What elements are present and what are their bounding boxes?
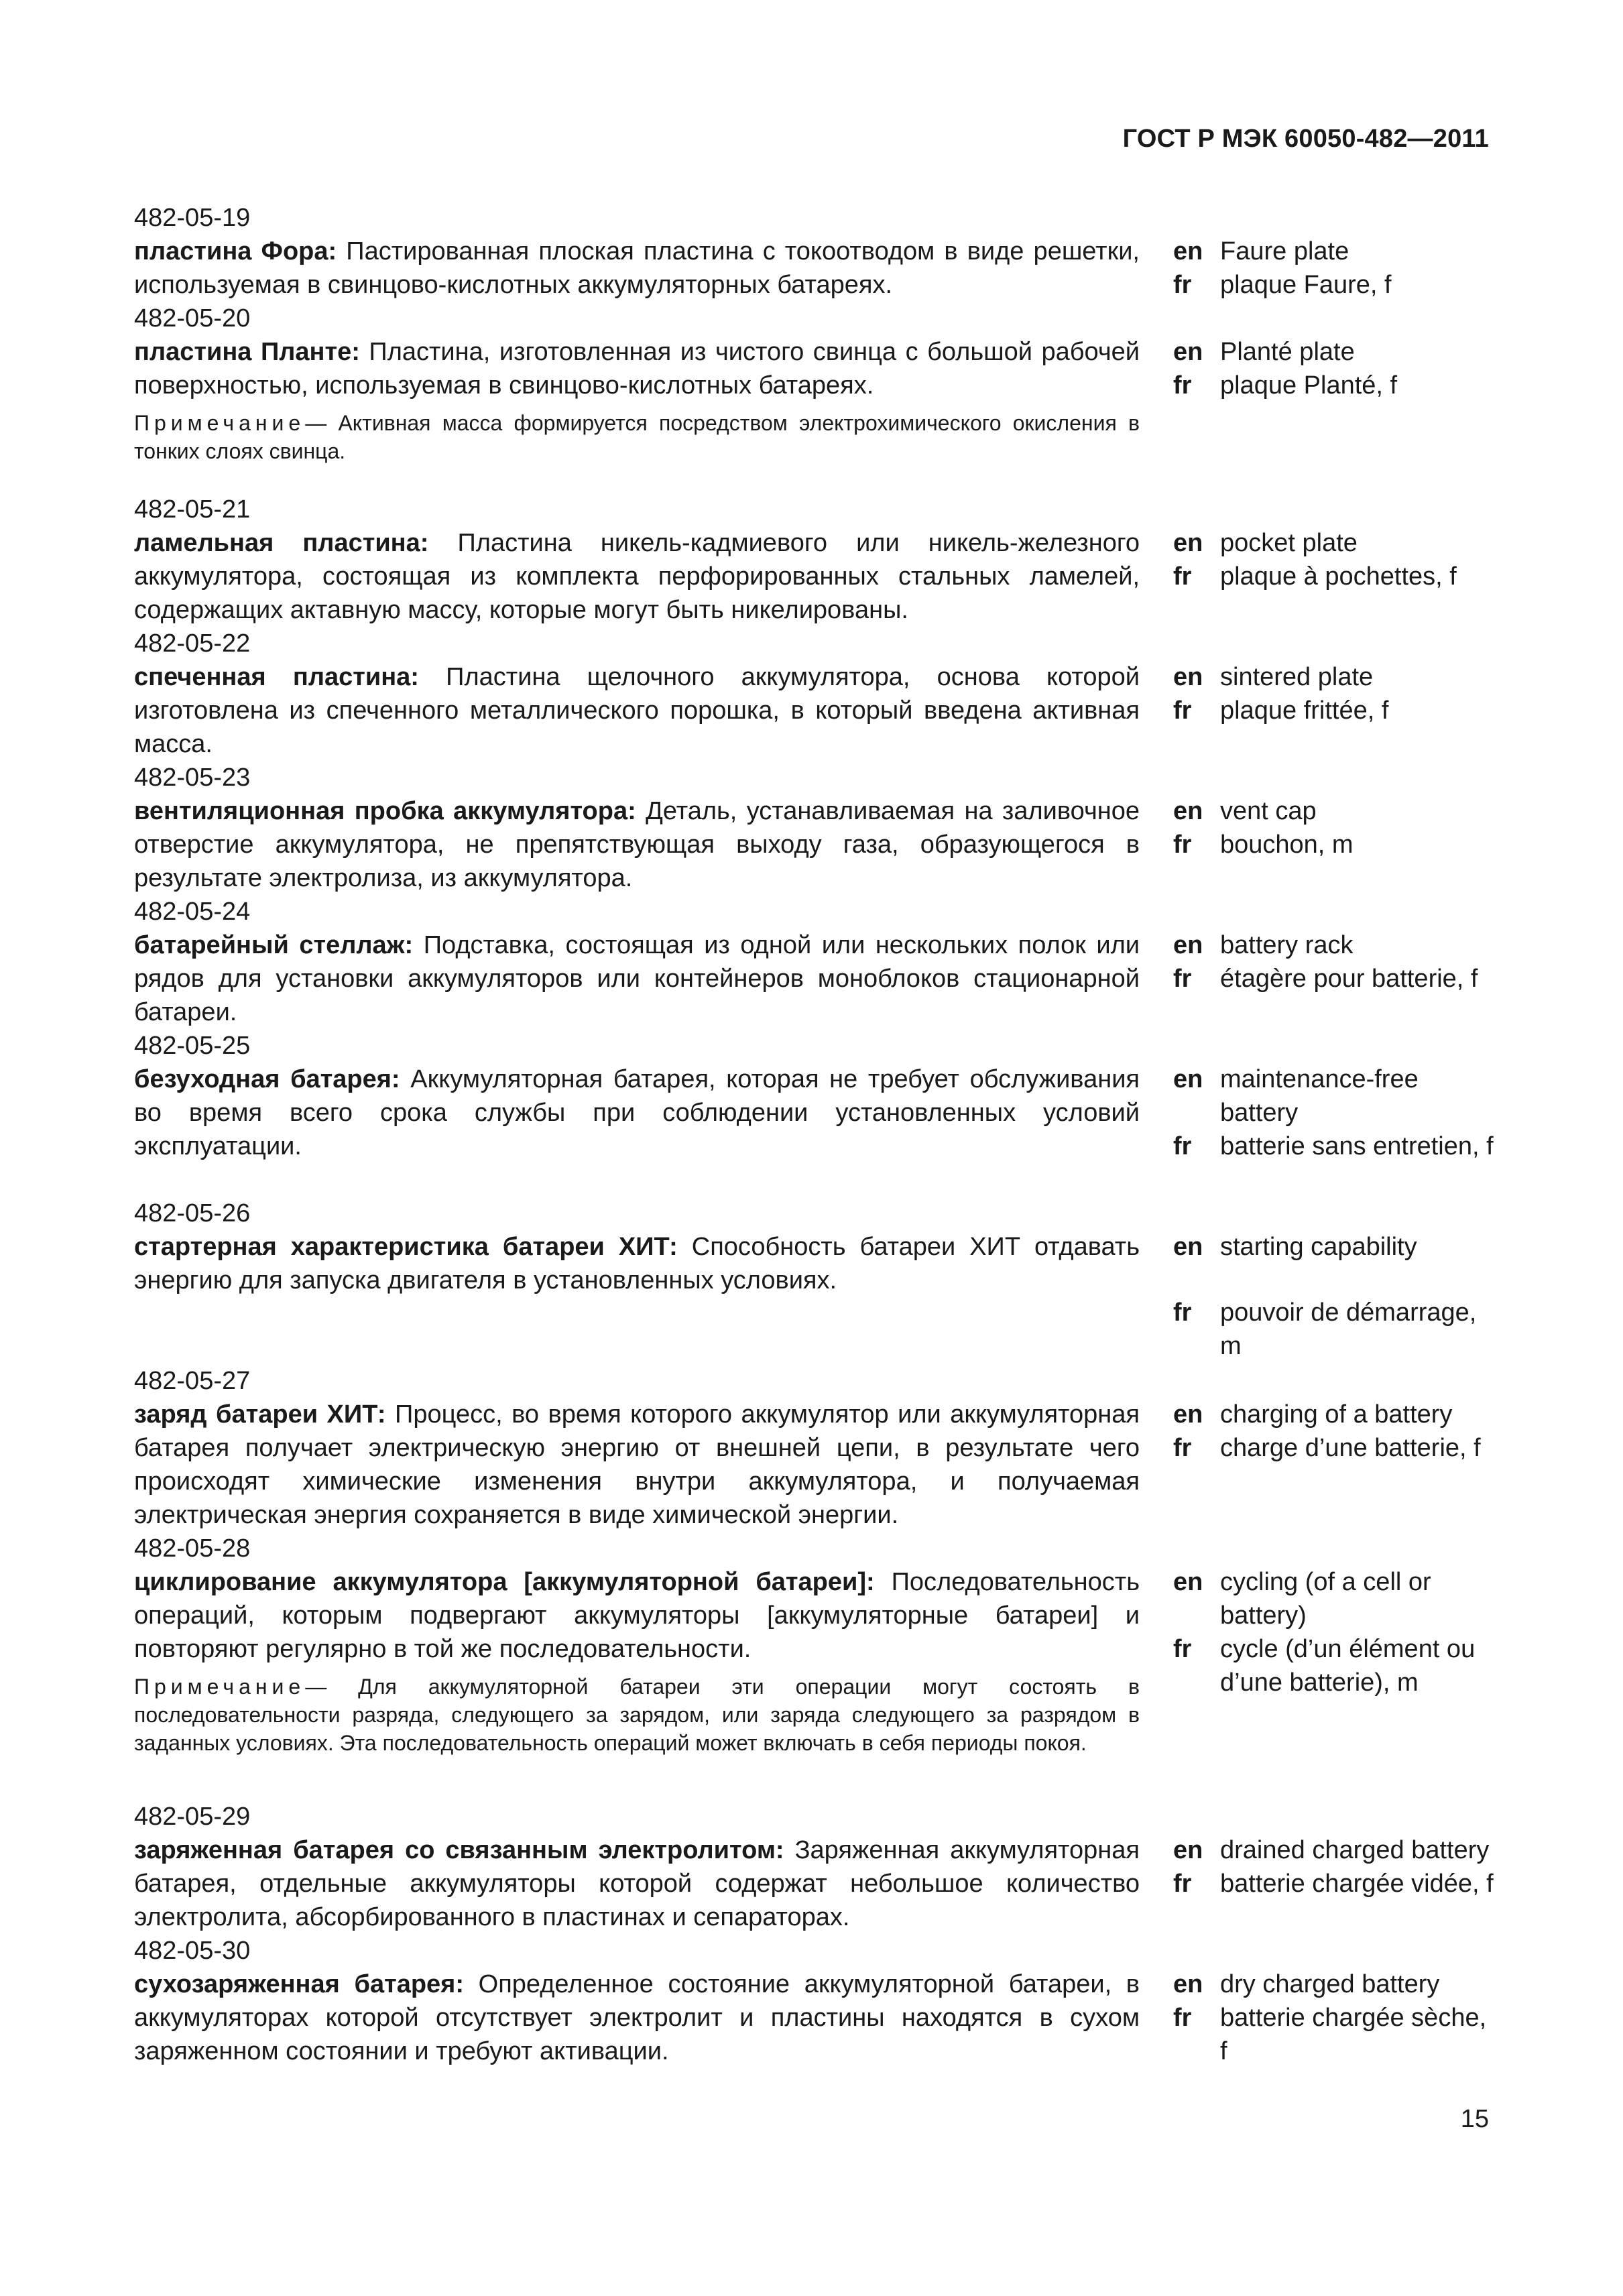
english-equivalent [1173,526,1495,560]
english-equivalent [1173,660,1495,694]
lang-label-fr: fr [1173,831,1192,859]
lang-label-en: en [1173,1400,1203,1429]
term-name: спеченная пластина: [134,663,419,691]
lang-label-fr: fr [1173,562,1192,591]
english-equivalent [1173,1968,1495,2001]
russian-definition [134,895,1140,1029]
french-term: plaque Planté, f [1220,371,1398,400]
note [134,1673,1140,1757]
english-equivalent [1173,1063,1495,1130]
english-term: pocket plate [1220,529,1358,557]
lang-label-en: en [1173,1065,1203,1093]
russian-definition [134,493,1140,627]
definition-text [134,1968,1140,2068]
english-term: vent cap [1220,797,1317,825]
lang-label-fr: fr [1173,1635,1192,1663]
english-term: battery rack [1220,931,1354,959]
russian-definition [134,302,1140,465]
equivalents [1173,1398,1495,1465]
equivalents [1173,660,1495,727]
english-term: starting capability [1220,1233,1417,1261]
term-name: циклирование аккумулятора [аккумуляторной батареи]: [134,1568,875,1596]
definition-text [134,928,1140,1029]
term-code: 482-05-23 [134,764,251,792]
term-name: пластина Планте: [134,338,360,366]
french-equivalent [1173,1632,1495,1699]
lang-label-en: en [1173,237,1203,265]
lang-label-fr: fr [1173,1870,1192,1898]
definition-text [134,1833,1140,1934]
russian-definition [134,1532,1140,1757]
equivalents [1173,1063,1495,1163]
equivalents [1173,1230,1495,1363]
definition-body: Пастированная плоская пластина с токоотводом в виде решетки, используемая в свинцово-кислотных аккумуляторных батареях. [134,237,1140,299]
definition-body: Пластина никель-кадмиевого или никель-железного аккумулятора, состоящая из комплекта перфорированных стальных ламелей, содержащих актавную массу, которые могут быть никелированы. [134,529,1140,624]
russian-definition [134,1800,1140,1934]
french-term: batterie chargée vidée, f [1220,1870,1494,1898]
lang-label-en: en [1173,931,1203,959]
definition-text [134,526,1140,627]
lang-label-fr: fr [1173,965,1192,993]
equivalents [1173,1968,1495,2068]
lang-label-fr: fr [1173,2004,1192,2032]
term-name: сухозаряженная батарея: [134,1970,464,1998]
equivalents [1173,928,1495,995]
note [134,409,1140,465]
english-term: Planté plate [1220,338,1355,366]
english-equivalent [1173,1398,1495,1431]
note-label: Примечание [134,411,306,435]
french-equivalent [1173,694,1495,727]
equivalents [1173,794,1495,861]
definition-body: Пластина щелочного аккумулятора, основа которой изготовлена из спеченного металлического порошка, в который введена активная масса. [134,663,1140,758]
lang-label-en: en [1173,1233,1203,1261]
definition-body: Способность батареи ХИТ отдавать энергию для запуска двигателя в установленных условиях. [134,1233,1140,1294]
term-code: 482-05-20 [134,304,251,333]
lang-label-fr: fr [1173,697,1192,725]
term-code: 482-05-19 [134,204,251,232]
french-equivalent [1173,962,1495,995]
definition-text [134,660,1140,761]
french-equivalent [1173,828,1495,861]
lang-label-fr: fr [1173,271,1192,299]
english-equivalent [1173,1833,1495,1867]
term-code: 482-05-26 [134,1199,251,1227]
definition-body: Определенное состояние аккумуляторной батареи, в аккумуляторах которой отсутствует электролит и пластины находятся в сухом заряженном состоянии и требуют активации. [134,1970,1140,2065]
lang-label-fr: fr [1173,1434,1192,1462]
french-term: batterie chargée sèche, f [1220,2004,1487,2065]
equivalents [1173,526,1495,593]
term-code: 482-05-28 [134,1534,251,1563]
english-term: Faure plate [1220,237,1349,265]
definition-body: Заряженная аккумуляторная батарея, отдельные аккумуляторы которой содержат небольшое количество электролита, абсорбированного в пластинах и сепараторах. [134,1836,1140,1931]
lang-label-fr: fr [1173,371,1192,400]
definition-body: Последовательность операций, которым подвергают аккумуляторы [аккумуляторные батареи] и повторяют регулярно в той же последовательности. [134,1568,1140,1663]
french-equivalent [1173,369,1495,402]
english-equivalent [1173,335,1495,369]
russian-definition [134,1364,1140,1532]
equivalents [1173,1565,1495,1699]
note-text: — Для аккумуляторной батареи эти операции могут состоять в последовательности разряда, следующего за зарядом, или заряда следующего за разрядом в заданных условиях. Эта последовательность операций может включать в себя периоды покоя. [134,1675,1140,1755]
definition-text [134,1230,1140,1297]
definition-text [134,335,1140,402]
english-equivalent [1173,928,1495,962]
term-code: 482-05-21 [134,495,251,524]
french-equivalent [1173,2001,1495,2068]
definition-text [134,1063,1140,1163]
english-term: cycling (of a cell or battery) [1220,1568,1431,1630]
equivalents [1173,335,1495,402]
definition-text [134,1565,1140,1666]
french-term: charge d’une batterie, f [1220,1434,1481,1462]
lang-label-fr: fr [1173,1132,1192,1160]
term-code: 482-05-30 [134,1937,251,1965]
french-term: plaque Faure, f [1220,271,1392,299]
french-term: cycle (d’un élément ou d’une batterie), m [1220,1635,1476,1697]
russian-definition [134,627,1140,761]
lang-label-en: en [1173,338,1203,366]
french-term: pouvoir de démarrage, m [1220,1298,1477,1360]
french-equivalent [1173,1867,1495,1900]
french-term: plaque frittée, f [1220,697,1389,725]
english-equivalent [1173,794,1495,828]
english-term: dry charged battery [1220,1970,1440,1998]
definition-text [134,1398,1140,1532]
definition-body: Аккумуляторная батарея, которая не требует обслуживания во время всего срока службы при соблюдении установленных условий эксплуатации. [134,1065,1140,1160]
lang-label-en: en [1173,797,1203,825]
french-term: plaque à pochettes, f [1220,562,1457,591]
french-term: bouchon, m [1220,831,1354,859]
russian-definition [134,1029,1140,1163]
french-equivalent [1173,560,1495,593]
russian-definition [134,1197,1140,1297]
lang-label-en: en [1173,663,1203,691]
note-label: Примечание [134,1675,306,1699]
term-code: 482-05-27 [134,1367,251,1395]
term-code: 482-05-25 [134,1032,251,1060]
equivalents [1173,1833,1495,1900]
term-name: заряженная батарея со связанным электролитом: [134,1836,784,1864]
page-number: 15 [1460,2105,1489,2133]
russian-definition [134,1934,1140,2068]
definition-text [134,794,1140,895]
lang-label-en: en [1173,1970,1203,1998]
french-term: batterie sans entretien, f [1220,1132,1494,1160]
equivalents [1173,235,1495,302]
english-term: sintered plate [1220,663,1374,691]
lang-label-en: en [1173,1836,1203,1864]
definition-body: Пластина, изготовленная из чистого свинца с большой рабочей поверхностью, используемая в свинцово-кислотных батареях. [134,338,1140,400]
term-name: батарейный стеллаж: [134,931,414,959]
russian-definition [134,201,1140,302]
standard-header: ГОСТ Р МЭК 60050-482—2011 [1122,125,1489,153]
russian-definition [134,761,1140,895]
lang-label-fr: fr [1173,1298,1192,1327]
french-equivalent [1173,1130,1495,1163]
term-name: пластина Фора: [134,237,337,265]
english-term: drained charged battery [1220,1836,1490,1864]
lang-label-en: en [1173,529,1203,557]
term-name: заряд батареи ХИТ: [134,1400,386,1429]
definition-body: Деталь, устанавливаемая на заливочное отверстие аккумулятора, не препятствующая выходу газа, образующегося в результате электролиза, из аккумулятора. [134,797,1140,892]
english-equivalent [1173,1565,1495,1632]
lang-label-en: en [1173,1568,1203,1596]
french-equivalent [1173,268,1495,302]
note-text: — Активная масса формируется посредством электрохимического окисления в тонких слоях свинца. [134,411,1140,463]
french-equivalent [1173,1296,1495,1363]
term-code: 482-05-24 [134,898,251,926]
term-code: 482-05-22 [134,629,251,658]
definition-body: Процесс, во время которого аккумулятор или аккумуляторная батарея получает электрическую энергию от внешней цепи, в результате чего происходят химические изменения внутри аккумулятора, и получаемая электрическая энергия сохраняется в виде химической энергии. [134,1400,1140,1529]
term-name: безуходная батарея: [134,1065,400,1093]
term-name: стартерная характеристика батареи ХИТ: [134,1233,678,1261]
term-code: 482-05-29 [134,1803,251,1831]
english-equivalent [1173,1230,1495,1264]
term-name: ламельная пластина: [134,529,429,557]
english-term: charging of a battery [1220,1400,1453,1429]
definition-text [134,235,1140,302]
term-name: вентиляционная пробка аккумулятора: [134,797,636,825]
english-term: maintenance-free battery [1220,1065,1419,1127]
english-equivalent [1173,235,1495,268]
french-equivalent [1173,1431,1495,1465]
french-term: étagère pour batterie, f [1220,965,1478,993]
definition-body: Подставка, состоящая из одной или нескольких полок или рядов для установки аккумуляторов или контейнеров моноблоков стационарной батареи. [134,931,1140,1026]
